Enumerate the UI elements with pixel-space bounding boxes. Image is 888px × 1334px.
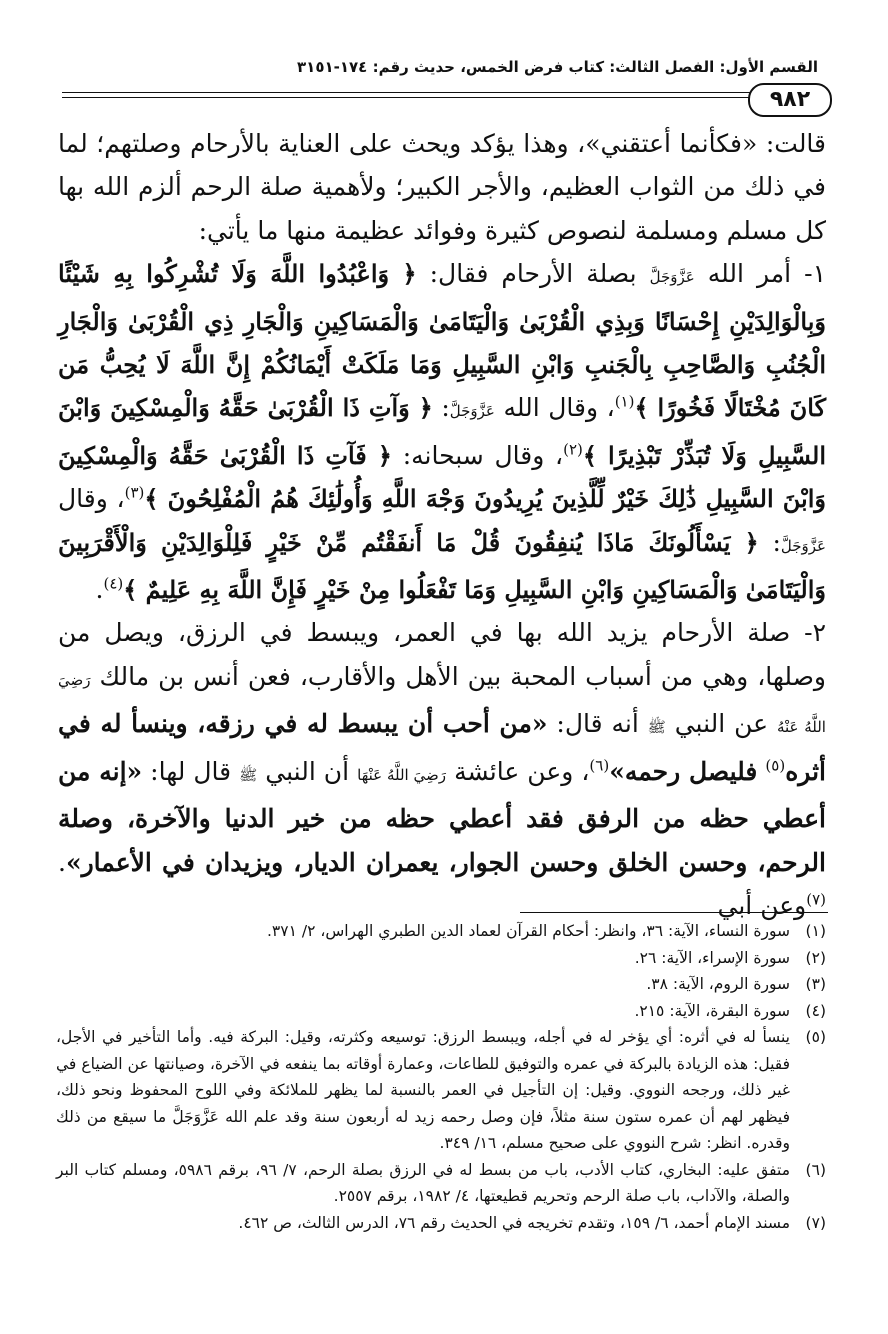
honorific-salla: ﷺ	[647, 718, 666, 737]
footnote-text: متفق عليه: البخاري، كتاب الأدب، باب من بسط له في الرزق بصلة الرحم، ٧/ ٩٦، برقم ٥٩٨٦، ومسلم كتاب البر والصلة، والآداب، باب صلة الرحم وتحريم قطيعتها، ٤/ ١٩٨٢، برقم ٢٥٥٧.	[56, 1160, 790, 1205]
honorific-radi-anha: رَضِيَ اللَّهُ عَنْهَا	[357, 765, 447, 784]
footnote-number: (٥)	[805, 1028, 826, 1046]
footnote-number: (٧)	[805, 1213, 826, 1232]
point-2-text: ٢- صلة الأرحام يزيد الله بها في العمر، ويبسط في الرزق، ويصل من وصلها، وهي من أسباب المحبة بين الأهل والأقارب، فعن أنس بن مالك	[58, 618, 826, 691]
footnote-ref-2: (٢)	[563, 440, 583, 459]
footnote-text: سورة الإسراء، الآية: ٢٦.	[634, 948, 790, 967]
footnote-number: (٦)	[805, 1160, 826, 1179]
footnote	[56, 971, 826, 998]
point-2-text-f: قال لها:	[150, 756, 232, 786]
point-1-lead: ١- أمر الله	[707, 259, 826, 289]
and-said-subhanahu: ، وقال سبحانه:	[402, 440, 564, 470]
footnote	[56, 998, 826, 1025]
footnote-number: (١)	[805, 922, 826, 940]
point-2-text-c: أنه قال:	[556, 709, 639, 739]
honorific-azza-wajal-2: عَزَّوَجَلَّ	[449, 402, 495, 421]
footnote-text: ينسأ له في أثره: أي يؤخر له في أجله، ويبسط الرزق: توسيعه وكثرته، وقيل: البركة فيه. وأما التأخير في الأجل، فقيل: هذه الزيادة بالبركة في عمره والتوفيق للطاعات، وعمارة أوقاته بما ينفعه في الآخرة، وصيانتها عن الضياع في غير ذلك، ورجحه النووي. وقيل: إن التأجيل في العمر بالنسبة لما يظهر للملائكة وفي اللوح المحفوظ ونحو ذلك، فيظهر لهم أن عمره ستون سنة مثلاً، فإن وصل رحمه زيد له أربعون سنة وقد علم الله عَزَّوَجَلَّ ما سيقع من ذلك وقدره. انظر: شرح النووي على صحيح مسلم، ١٦/ ٣٤٩.	[56, 1028, 790, 1152]
footnote-ref-6: (٦)	[589, 756, 610, 775]
footnote	[56, 945, 826, 972]
footnote-ref-1: (١)	[614, 393, 635, 412]
point-2-tail: وعن أبي	[717, 890, 807, 920]
footnote-separator	[520, 912, 828, 913]
honorific-radi-anhu: رَضِيَ اللَّهُ عَنْهُ	[58, 670, 826, 737]
point-1-text: بصلة الأرحام فقال:	[429, 259, 637, 289]
honorific-azza-wajal-3: عَزَّوَجَلَّ	[780, 536, 826, 555]
honorific-azza-wajal: عَزَّوَجَلَّ	[649, 268, 695, 287]
page-number: ٩٨٢	[748, 83, 832, 117]
footnote-text: مسند الإمام أحمد، ٦/ ١٥٩، وتقدم تخريجه في الحديث رقم ٧٦، الدرس الثالث، ص ٤٦٢.	[238, 1213, 790, 1232]
main-text	[58, 122, 826, 927]
point-2-paragraph: ٢- صلة الأرحام يزيد الله بها في العمر، ويبسط في الرزق، ويصل من وصلها، وهي من أسباب المحبة بين الأهل والأقارب، فعن أنس بن مالك رَضِيَ اللَّهُ عَنْهُ عن النبي ﷺ أنه قال: «من أحب أن يبسط له في رزقه، وينسأ له في أثره$^{(٥)}$ فليصل رحمه»$^{(٦)}$، وعن عائشة رَضِيَ اللَّهُ عَنْهَا أن النبي ﷺ قال لها: «إنه من أعطي حظه من الرفق فقد أعطي حظه من خير الدنيا والآخرة، وصلة الرحم، وحسن الخلق وحسن الجوار، يعمران الديار، ويزيدان في الأعمار».$^{(٧)}$وعن أبي	[58, 618, 826, 920]
footnote-number: (٤)	[805, 1001, 826, 1020]
honorific-salla-2: ﷺ	[239, 765, 258, 784]
footnotes	[56, 918, 826, 1236]
intro-paragraph	[58, 122, 826, 252]
footnote-text: سورة البقرة، الآية: ٢١٥.	[634, 1001, 790, 1020]
hadith-1-end: فليصل رحمه»	[609, 756, 758, 786]
point-1-paragraph: ١- أمر الله عَزَّوَجَلَّ بصلة الأرحام فقال: ﴿ وَاعْبُدُوا اللَّهَ وَلَا تُشْرِكُوا بِهِ شَيْئًا وَبِالْوَالِدَيْنِ إِحْسَانًا وَبِذِي الْقُرْبَىٰ وَالْيَتَامَىٰ وَالْمَسَاكِينِ وَالْجَارِ ذِي الْقُرْبَىٰ وَالْجَارِ الْجُنُبِ وَالصَّاحِبِ بِالْجَنبِ وَابْنِ السَّبِيلِ وَمَا مَلَكَتْ أَيْمَانُكُمْ إِنَّ اللَّهَ لَا يُحِبُّ مَن كَانَ مُخْتَالًا فَخُورًا ﴾$^{(١)}$، وقال الله عَزَّوَجَلَّ: ﴿ وَآتِ ذَا الْقُرْبَىٰ حَقَّهُ وَالْمِسْكِينَ وَابْنَ السَّبِيلِ وَلَا تُبَذِّرْ تَبْذِيرًا ﴾$^{(٢)}$، وقال سبحانه: ﴿ فَآتِ ذَا الْقُرْبَىٰ حَقَّهُ وَالْمِسْكِينَ وَابْنَ السَّبِيلِ ذَٰلِكَ خَيْرٌ لِّلَّذِينَ يُرِيدُونَ وَجْهَ اللَّهِ وَأُولَٰئِكَ هُمُ الْمُفْلِحُونَ ﴾$^{(٣)}$، وقال عَزَّوَجَلَّ: ﴿ يَسْأَلُونَكَ مَاذَا يُنفِقُونَ قُلْ مَا أَنفَقْتُم مِّنْ خَيْرٍ فَلِلْوَالِدَيْنِ وَالْأَقْرَبِينَ وَالْيَتَامَىٰ وَالْمَسَاكِينِ وَابْنِ السَّبِيلِ وَمَا تَفْعَلُوا مِنْ خَيْرٍ فَإِنَّ اللَّهَ بِهِ عَلِيمٌ ﴾$^{(٤)}$.	[58, 259, 827, 605]
quran-verse-3: ﴿ فَآتِ ذَا الْقُرْبَىٰ حَقَّهُ وَالْمِسْكِينَ وَابْنَ السَّبِيلِ ذَٰلِكَ خَيْرٌ لِّلَّذِينَ يُرِيدُونَ وَجْهَ اللَّهِ وَأُولَٰئِكَ هُمُ الْمُفْلِحُونَ ﴾	[58, 440, 826, 514]
footnote	[56, 1157, 826, 1210]
and-said-allah: ، وقال الله	[503, 393, 615, 423]
quran-verse-4: ﴿ يَسْأَلُونَكَ مَاذَا يُنفِقُونَ قُلْ مَا أَنفَقْتُم مِّنْ خَيْرٍ فَلِلْوَالِدَيْنِ وَالْأَقْرَبِينَ وَالْيَتَامَىٰ وَالْمَسَاكِينِ وَابْنِ السَّبِيلِ وَمَا تَفْعَلُوا مِنْ خَيْرٍ فَإِنَّ اللَّهَ بِهِ عَلِيمٌ ﴾	[58, 527, 826, 605]
footnote	[56, 1210, 826, 1237]
footnote-number: (٣)	[805, 975, 826, 993]
footnote-ref-5: (٥)	[765, 756, 786, 775]
footnote-ref-7: (٧)	[806, 890, 826, 909]
footnote	[56, 1024, 826, 1157]
footnote-text: سورة الروم، الآية: ٣٨.	[646, 975, 790, 993]
point-2-text-e: أن النبي	[265, 756, 350, 786]
quran-verse-1: ﴿ وَاعْبُدُوا اللَّهَ وَلَا تُشْرِكُوا بِهِ شَيْئًا وَبِالْوَالِدَيْنِ إِحْسَانًا وَبِذِي الْقُرْبَىٰ وَالْيَتَامَىٰ وَالْمَسَاكِينِ وَالْجَارِ ذِي الْقُرْبَىٰ وَالْجَارِ الْجُنُبِ وَالصَّاحِبِ بِالْجَنبِ وَابْنِ السَّبِيلِ وَمَا مَلَكَتْ أَيْمَانُكُمْ إِنَّ اللَّهَ لَا يُحِبُّ مَن كَانَ مُخْتَالًا فَخُورًا ﴾	[58, 259, 827, 423]
quran-verse-2: ﴿ وَآتِ ذَا الْقُرْبَىٰ حَقَّهُ وَالْمِسْكِينَ وَابْنَ السَّبِيلِ وَلَا تُبَذِّرْ تَبْذِيرًا ﴾	[58, 393, 826, 470]
footnote-ref-4: (٤)	[103, 574, 124, 593]
footnote-ref-3: (٣)	[124, 483, 145, 502]
hadith-2: «إنه من أعطي حظه من الرفق فقد أعطي حظه من خير الدنيا والآخرة، وصلة الرحم، وحسن الخلق وحسن الجوار، يعمران الديار، ويزيدان في الأعمار»	[58, 756, 826, 877]
footnote	[56, 918, 826, 945]
header-rule	[62, 92, 760, 98]
and-said: ، وقال	[58, 484, 125, 514]
point-2-text-d: ، وعن عائشة	[454, 756, 590, 786]
intro-text: قالت: «فكأنما أعتقني»، وهذا يؤكد ويحث على العناية بالأرحام وصلتهم؛ لما في ذلك من الثواب العظيم، والأجر الكبير؛ ولأهمية صلة الرحم ألزم الله بها كل مسلم ومسلمة لنصوص كثيرة وفوائد عظيمة منها ما يأتي:	[58, 129, 826, 245]
point-2-text-b: عن النبي	[674, 709, 769, 739]
footnote-text: سورة النساء، الآية: ٣٦، وانظر: أحكام القرآن لعماد الدين الطبري الهراس، ٢/ ٣٧١.	[266, 922, 790, 940]
hadith-1: «من أحب أن يبسط له في رزقه، وينسأ له في أثره	[58, 709, 826, 786]
running-header: القسم الأول: الفصل الثالث: كتاب فرض الخمس، حديث رقم: ١٧٤-٣١٥١	[297, 58, 818, 76]
footnote-number: (٢)	[805, 948, 826, 967]
